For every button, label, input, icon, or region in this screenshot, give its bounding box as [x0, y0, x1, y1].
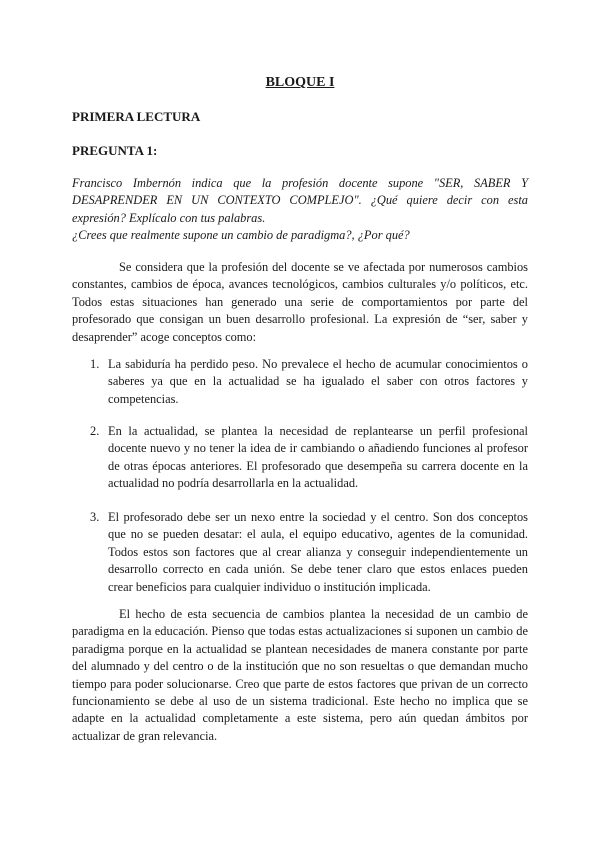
list-item-text: En la actualidad, se plantea la necesidad de replantearse un perfil profesional docente nuevo y no tener la idea de ir cambiando o añadiendo funciones al profesor de otras épocas anteriores. El profesorado que desempeña su carrera docente en la actualidad no podría desarrollarla en la actualidad.: [108, 424, 528, 491]
list-item-number: 1.: [90, 357, 100, 371]
list-item-text: El profesorado debe ser un nexo entre la sociedad y el centro. Son dos conceptos que no se pueden desatar: el aula, el equipo educativo, agentes de la comunidad. Todos estos son factores que al crear alianza y conseguir independientemente un desarrollo correcto en cada unión. Se debe tener claro que estos enlaces pueden crear beneficios para cualquier individuo o institución implicada.: [108, 510, 528, 594]
question-text-followup: ¿Crees que realmente supone un cambio de paradigma?, ¿Por qué?: [72, 228, 410, 243]
numbered-list-item-2: [72, 423, 528, 493]
closing-paragraph: El hecho de esta secuencia de cambios plantea la necesidad de un cambio de paradigma en la educación. Pienso que todas estas actualizaciones si suponen un cambio de paradigma porque en la actualidad se plantean necesidades de manera constante por parte del alumnado y del centro o de la institución que no son resueltas o que demandan mucho tiempo para poder solucionarse. Creo que parte de estos factores que privan de un correcto funcionamiento se debe al uso de un sistema tradicional. Este hecho no implica que se adapte en la actualidad completamente a este sistema, pero aún quedan ámbitos por actualizar de gran relevancia.: [72, 607, 528, 743]
question-block: [72, 175, 528, 245]
list-item-number: 2.: [90, 424, 100, 438]
numbered-list-item-1: [72, 356, 528, 408]
intro-paragraph: Se considera que la profesión del docente se ve afectada por numerosos cambios constantes, cambios de época, avances tecnológicos, cambios culturales y/o políticos, etc. Todos estas situaciones han generado una serie de comportamientos por parte del profesorado que consigan un buen desarrollo profesional. La expresión de “ser, saber y desaprender” acoge conceptos como:: [72, 260, 528, 344]
numbered-list-item-3: [72, 509, 528, 596]
document-title: BLOQUE I: [265, 75, 335, 90]
list-item: [72, 356, 528, 408]
list-item-text: La sabiduría ha perdido peso. No prevalece el hecho de acumular conocimientos o saberes ya que en la actualidad se ha igualado el saber con otros factores y competencias.: [108, 357, 528, 406]
section-heading: PRIMERA LECTURA: [72, 109, 201, 124]
question-text: Francisco Imbernón indica que la profesión docente supone "SER, SABER Y DESAPRENDER EN UN CONTEXTO COMPLEJO". ¿Qué quiere decir con esta expresión? Explícalo con tus palabras.: [72, 176, 528, 225]
list-item-number: 3.: [90, 510, 100, 524]
question-heading: PREGUNTA 1:: [72, 143, 158, 158]
list-item: [72, 423, 528, 493]
list-item: [72, 509, 528, 596]
